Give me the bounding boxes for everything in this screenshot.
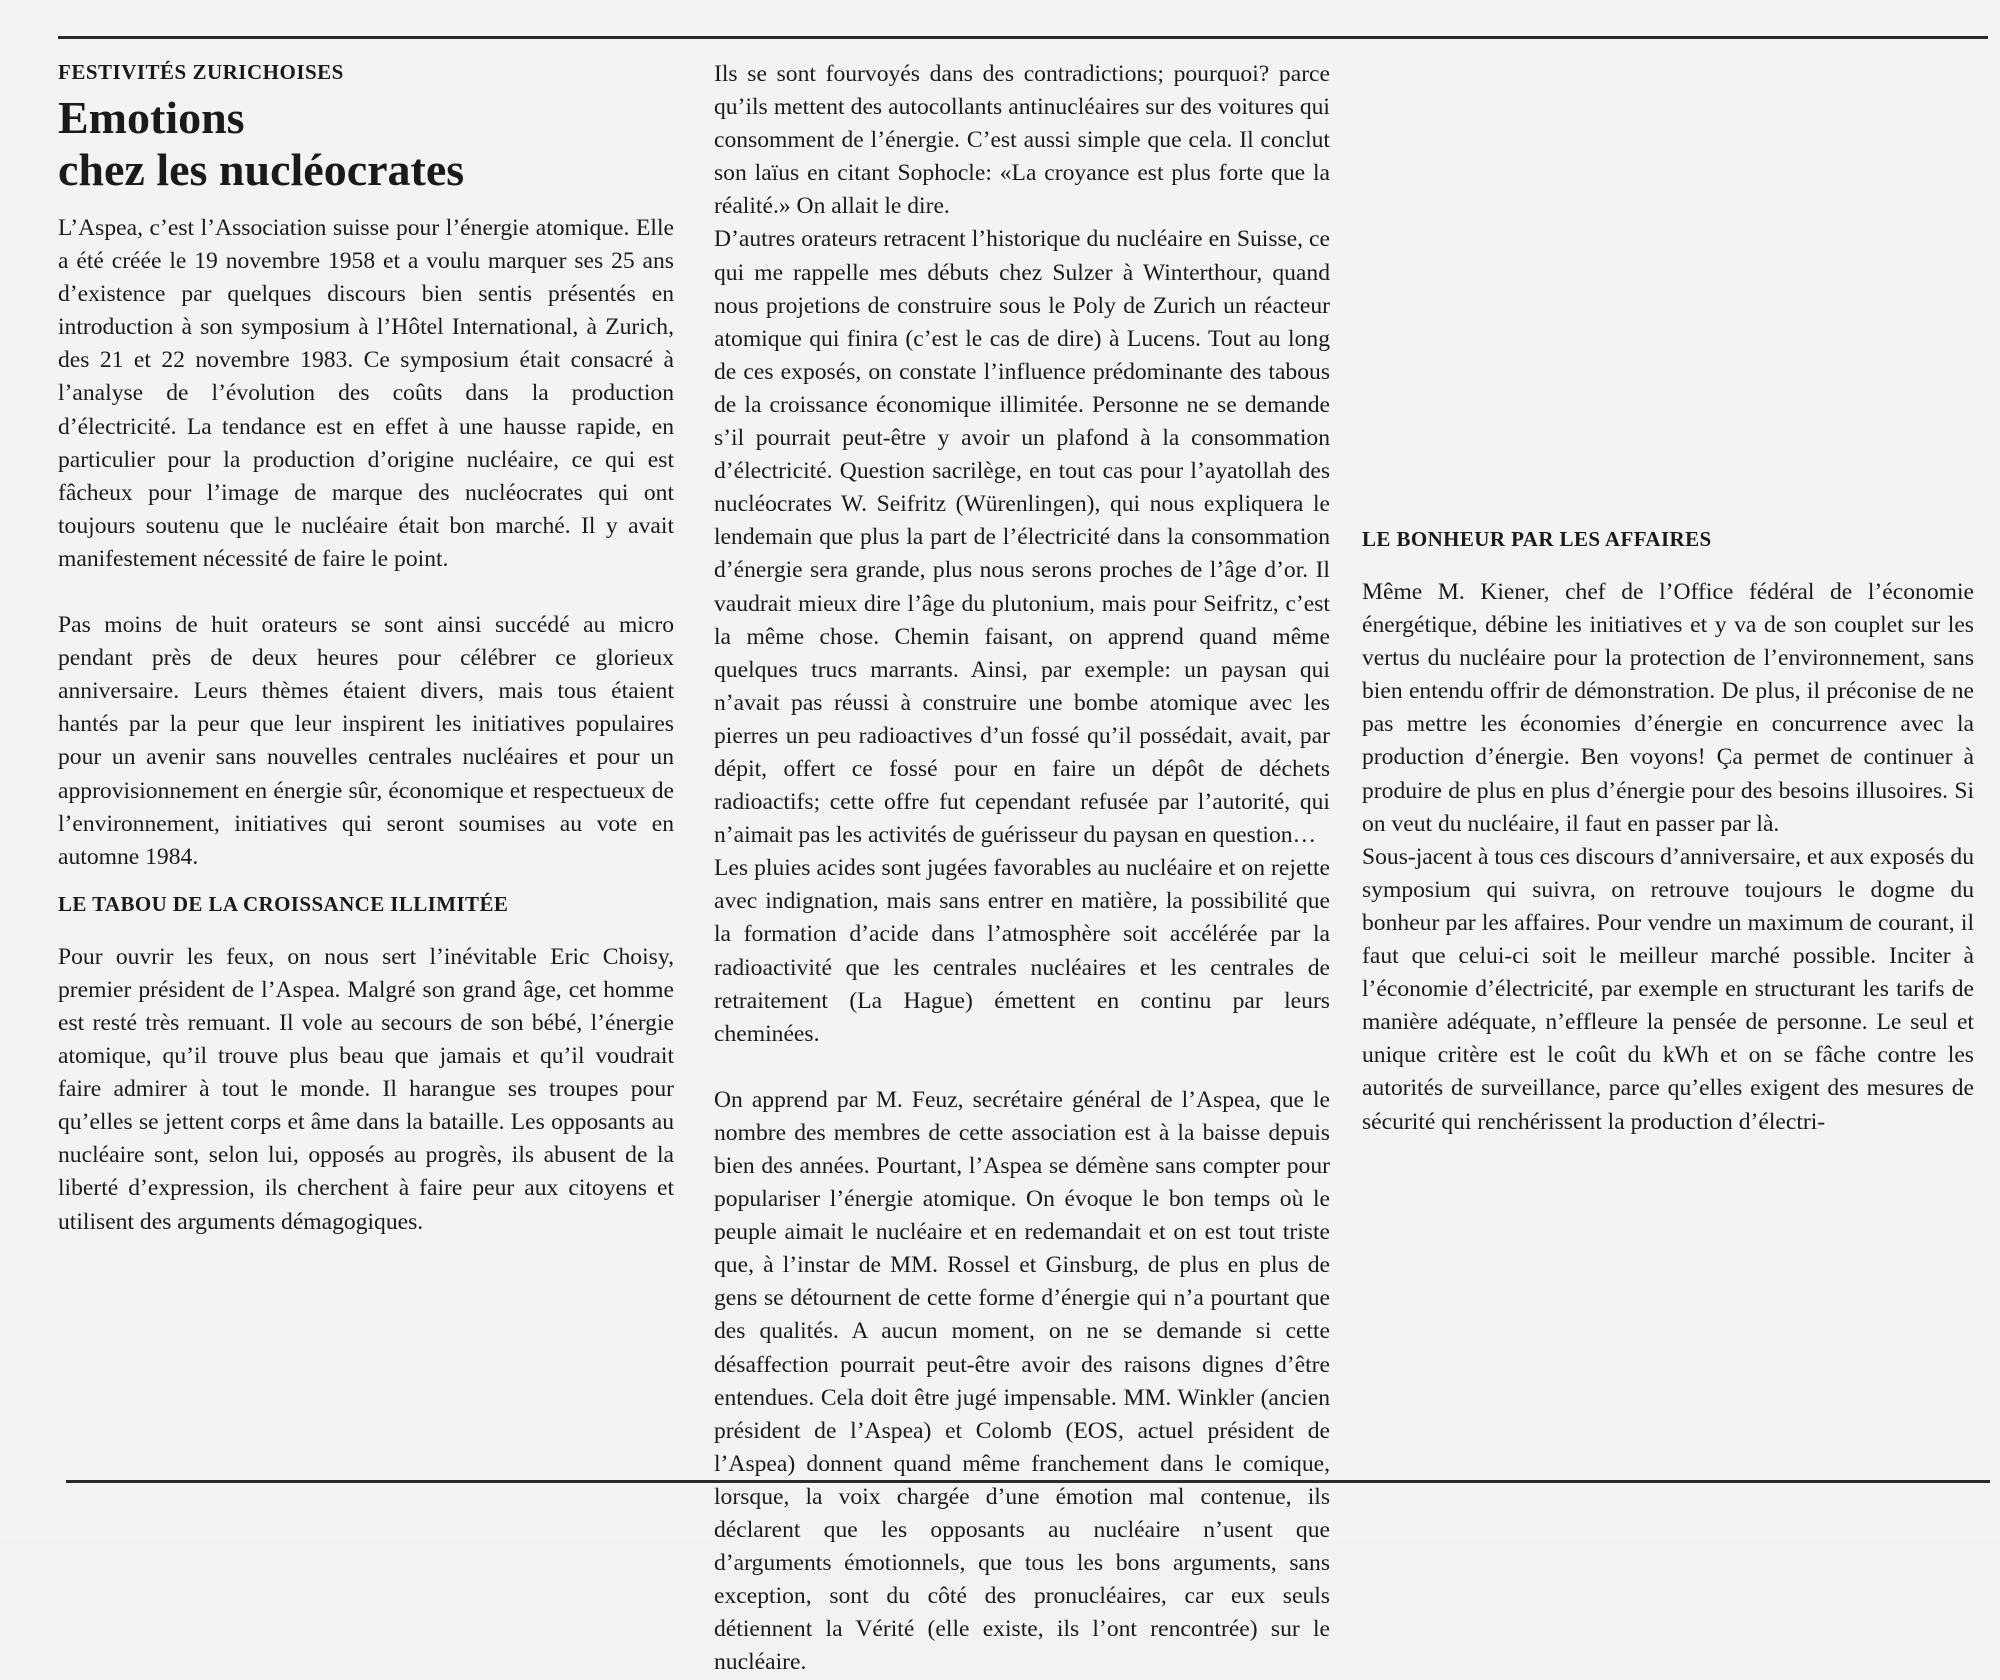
- column-2: [714, 58, 1330, 1680]
- article-headline: [58, 92, 674, 196]
- paragraph-8: Même M. Kiener, chef de l’Office fédéral de l’économie énergétique, débine les initiatives et y va de son couplet sur les vertus du nucléaire pour la protection de l’environnement, sans bien entendu offrir de démonstration. De plus, il préconise de ne pas mettre les économies d’énergie en concurrence avec la production d’énergie. Ben voyons! Ça permet de continuer à produire de plus en plus d’énergie pour des besoins illusoires. Si on veut du nucléaire, il faut en passer par là.: [1362, 579, 1974, 837]
- paragraph-1: L’Aspea, c’est l’Association suisse pour l’énergie atomique. Elle a été créée le 19 novembre 1958 et a voulu marquer ses 25 ans d’existence par quelques discours bien sentis présentés en introduction à son symposium à l’Hôtel International, à Zurich, des 21 et 22 novembre 1983. Ce symposium était consacré à l’analyse de l’évolution des coûts dans la production d’électricité. La tendance est en effet à une hausse rapide, en particulier pour la production d’origine nucléaire, ce qui est fâcheux pour l’image de marque des nucléocrates qui ont toujours soutenu que le nucléaire était bon marché. Il y avait manifestement nécessité de faire le point.: [58, 215, 674, 572]
- paragraph-spacer: [714, 1051, 1330, 1084]
- paragraph-5: D’autres orateurs retracent l’historique du nucléaire en Suisse, ce qui me rappelle mes débuts chez Sulzer à Winterthour, quand nous projetions de construire sous le Poly de Zurich un réacteur atomique qui finira (c’est le cas de dire) à Lucens. Tout au long de ces exposés, on constate l’influence prédominante des tabous de la croissance économique illimitée. Personne ne se demande s’il pourrait peut-être y avoir un plafond à la consommation d’électricité. Question sacrilège, en tout cas pour l’ayatollah des nucléocrates W. Seifritz (Würenlingen), qui nous expliquera le lendemain que plus la part de l’électricité dans la consommation d’énergie sera grande, plus nous serons proches de l’âge d’or. Il vaudrait mieux dire l’âge du plutonium, mais pour Seifritz, c’est la même chose. Chemin faisant, on apprend quand même quelques trucs marrants. Ainsi, par exemple: un paysan qui n’avait pas réussi à construire une bombe atomique avec les pierres un peu radioactives d’un fossé qu’il possédait, avait, par dépit, offert ce fossé pour en faire un dépôt de déchets radioactifs; cette offre fut cependant refusée par l’autorité, qui n’aimait pas les activités de guérisseur du paysan en question…: [714, 226, 1330, 849]
- article-kicker: FESTIVITÉS ZURICHOISES: [58, 60, 344, 84]
- paragraph-3: Pour ouvrir les feux, on nous sert l’inévitable Eric Choisy, premier président de l’Aspea. Malgré son grand âge, cet homme est resté très remuant. Il vole au secours de son bébé, l’énergie atomique, qu’il trouve plus beau que jamais et qu’il voudrait faire admirer à tout le monde. Il harangue ses troupes pour qu’elles se jettent corps et âme dans la bataille. Les opposants au nucléaire sont, selon lui, opposés au progrès, ils abusent de la liberté d’expression, ils cherchent à faire peur aux citoyens et utilisent des arguments démagogiques.: [58, 943, 674, 1235]
- paragraph-4: Ils se sont fourvoyés dans des contradictions; pourquoi? parce qu’ils mettent des autocollants antinucléaires sur des voitures qui consomment de l’énergie. C’est aussi simple que cela. Il conclut son laïus en citant Sophocle: «La croyance est plus forte que la réalité.» On allait le dire.: [714, 61, 1330, 220]
- paragraph-2: Pas moins de huit orateurs se sont ainsi succédé au micro pendant près de deux heures pour célébrer ce glorieux anniversaire. Leurs thèmes étaient divers, mais tous étaient hantés par la peur que leur inspirent les initiatives populaires pour un avenir sans nouvelles centrales nucléaires et pour un approvisionnement en énergie sûr, économique et respectueux de l’environnement, initiatives qui seront soumises au vote en automne 1984.: [58, 612, 674, 870]
- headline-line-2: chez les nucléocrates: [58, 144, 465, 195]
- bottom-rule: [66, 1480, 1990, 1483]
- paragraph-9: Sous-jacent à tous ces discours d’anniversaire, et aux exposés du symposium qui suivra, on retrouve toujours le dogme du bonheur par les affaires. Pour vendre un maximum de courant, il faut que celui-ci soit le meilleur marché possible. Inciter à l’économie d’électricité, par exemple en structurant les tarifs de manière adéquate, n’effleure la pensée de personne. Le seul et unique critère est le coût du kWh et on se fâche contre les autorités de surveillance, parce qu’elles exigent des mesures de sécurité qui renchérissent la production d’électri-: [1362, 843, 1974, 1135]
- column-3: [1362, 58, 1974, 1139]
- paragraph-spacer: [58, 576, 674, 609]
- paragraph-7: On apprend par M. Feuz, secrétaire général de l’Aspea, que le nombre des membres de cette association est à la baisse depuis bien des années. Pourtant, l’Aspea se démène sans compter pour populariser l’énergie atomique. On évoque le bon temps où le peuple aimait le nucléaire et en redemandait et on est tout triste que, à l’instar de MM. Rossel et Ginsburg, de plus en plus de gens se détournent de cette forme d’énergie qui n’a pourtant que des qualités. A aucun moment, on ne se demande si cette désaffection pourrait peut-être avoir des raisons dignes d’être entendues. Cela doit être jugé impensable. MM. Winkler (ancien président de l’Aspea) et Colomb (EOS, actuel président de l’Aspea) donnent quand même franchement dans le comique, lorsque, la voix chargée d’une émotion mal contenue, ils déclarent que les opposants au nucléaire n’usent que d’arguments émotionnels, que tous les bons arguments, sans exception, sont du côté des pronucléaires, car eux seuls détiennent la Vérité (elle existe, ils l’ont rencontrée) sur le nucléaire.: [714, 1086, 1330, 1676]
- subhead-croissance: LE TABOU DE LA CROISSANCE ILLIMITÉE: [58, 891, 509, 916]
- column-1: [58, 58, 674, 1239]
- top-rule: [58, 36, 1988, 39]
- subhead-bonheur: LE BONHEUR PAR LES AFFAIRES: [1362, 527, 1712, 551]
- paragraph-6: Les pluies acides sont jugées favorables au nucléaire et on rejette avec indignation, mais sans entrer en matière, la possibilité que la formation d’acide dans l’atmosphère soit accélérée par la radioactivité que les centrales nucléaires et les centrales de retraitement (La Hague) émettent en continu par leurs cheminées.: [714, 855, 1330, 1047]
- headline-line-1: Emotions: [58, 92, 245, 143]
